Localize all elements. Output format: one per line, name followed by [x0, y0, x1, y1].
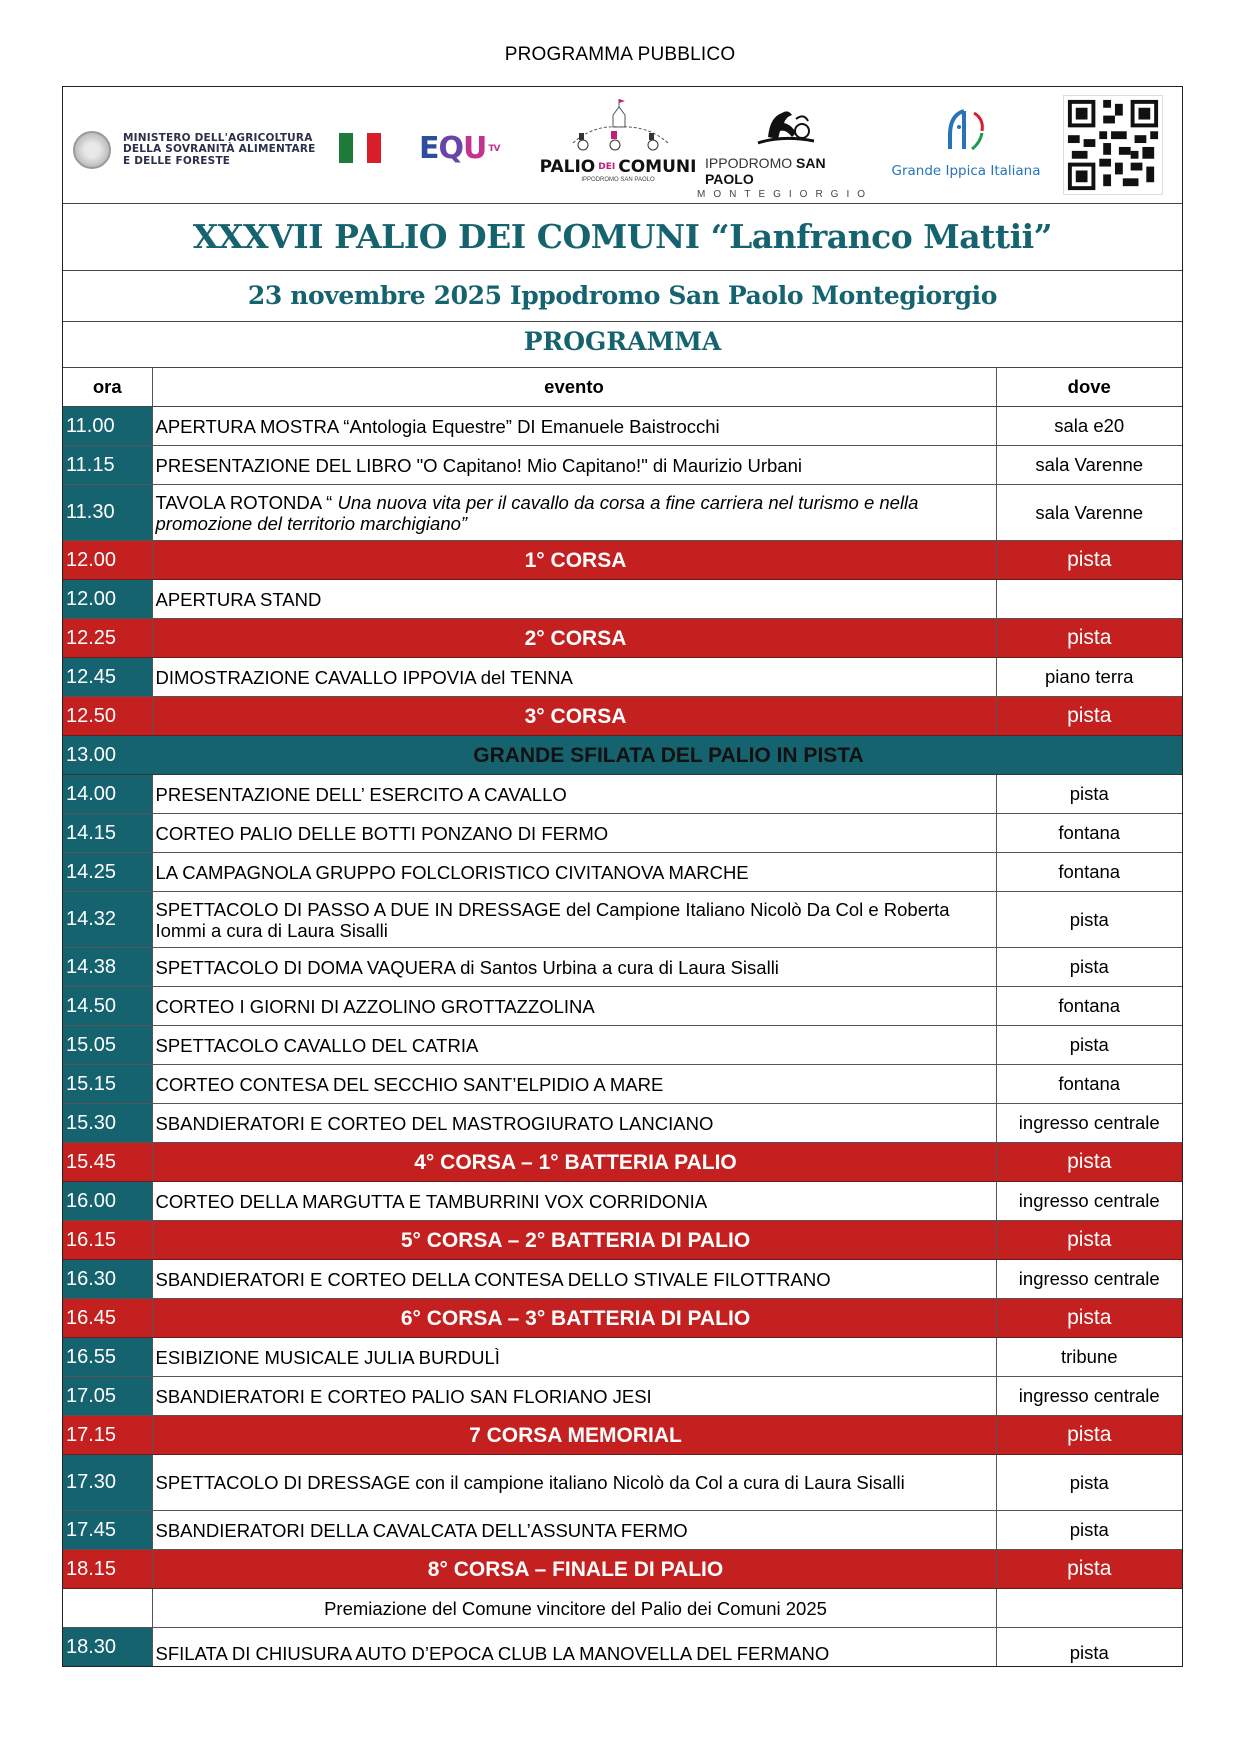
program-sheet [62, 86, 1183, 1667]
event-cell: ESIBIZIONE MUSICALE JULIA BURDULÌ [152, 1338, 996, 1377]
location-cell: pista [996, 1416, 1182, 1455]
time-cell: 12.00 [63, 541, 152, 580]
event-cell: 1° CORSA [152, 541, 996, 580]
race-row [63, 1416, 1182, 1455]
event-cell [152, 485, 996, 541]
time-cell: 16.00 [63, 1182, 152, 1221]
italian-flag-icon [339, 133, 381, 163]
event-cell: Premiazione del Comune vincitore del Palio dei Comuni 2025 [152, 1589, 996, 1628]
location-cell: pista [996, 1550, 1182, 1589]
event-cell: CORTEO DELLA MARGUTTA E TAMBURRINI VOX CORRIDONIA [152, 1182, 996, 1221]
parade-row [63, 736, 1182, 775]
schedule-row [63, 775, 1182, 814]
location-cell: pista [996, 1143, 1182, 1182]
qr-code-icon [1064, 96, 1162, 194]
race-row [63, 1299, 1182, 1338]
time-cell: 18.30 [63, 1628, 152, 1667]
event-cell: SBANDIERATORI E CORTEO PALIO SAN FLORIANO JESI [152, 1377, 996, 1416]
schedule-row [63, 853, 1182, 892]
location-cell: pista [996, 541, 1182, 580]
location-cell: pista [996, 948, 1182, 987]
event-title: XXXVII PALIO DEI COMUNI “Lanfranco Mattii” [63, 204, 1182, 271]
event-cell: LA CAMPAGNOLA GRUPPO FOLCLORISTICO CIVITANOVA MARCHE [152, 853, 996, 892]
ippodromo-name: IPPODROMO SAN PAOLO [705, 155, 826, 187]
time-cell: 16.55 [63, 1338, 152, 1377]
column-header-dove: dove [996, 368, 1182, 407]
schedule-row [63, 1026, 1182, 1065]
location-cell: pista [996, 619, 1182, 658]
schedule-row [63, 1338, 1182, 1377]
location-cell: pista [996, 697, 1182, 736]
time-cell: 14.00 [63, 775, 152, 814]
event-cell: 3° CORSA [152, 697, 996, 736]
location-cell: pista [996, 1511, 1182, 1550]
location-cell: pista [996, 775, 1182, 814]
location-cell [996, 580, 1182, 619]
schedule-row [63, 446, 1182, 485]
event-cell: SPETTACOLO CAVALLO DEL CATRIA [152, 1026, 996, 1065]
schedule-row [63, 1589, 1182, 1628]
location-cell: fontana [996, 814, 1182, 853]
event-cell: SFILATA DI CHIUSURA AUTO D’EPOCA CLUB LA MANOVELLA DEL FERMANO [152, 1628, 996, 1667]
schedule-row [63, 1065, 1182, 1104]
event-cell: SPETTACOLO DI DOMA VAQUERA di Santos Urbina a cura di Laura Sisalli [152, 948, 996, 987]
time-cell: 15.30 [63, 1104, 152, 1143]
time-cell: 12.50 [63, 697, 152, 736]
race-row [63, 619, 1182, 658]
time-cell [63, 1589, 152, 1628]
time-cell: 18.15 [63, 1550, 152, 1589]
time-cell: 17.15 [63, 1416, 152, 1455]
event-cell: SBANDIERATORI E CORTEO DEL MASTROGIURATO LANCIANO [152, 1104, 996, 1143]
race-row [63, 697, 1182, 736]
location-cell: fontana [996, 853, 1182, 892]
location-cell: pista [996, 1026, 1182, 1065]
location-cell: fontana [996, 1065, 1182, 1104]
grande-ippica-italiana-logo: Grande Ippica Italiana [891, 105, 1041, 179]
time-cell: 16.15 [63, 1221, 152, 1260]
location-cell: piano terra [996, 658, 1182, 697]
time-cell: 14.50 [63, 987, 152, 1026]
location-cell: tribune [996, 1338, 1182, 1377]
time-cell: 12.00 [63, 580, 152, 619]
location-cell: ingresso centrale [996, 1260, 1182, 1299]
location-cell: pista [996, 892, 1182, 948]
event-cell: DIMOSTRAZIONE CAVALLO IPPOVIA del TENNA [152, 658, 996, 697]
time-cell: 12.25 [63, 619, 152, 658]
palio-dei-comuni-logo: PALIO DEI COMUNI IPPODROMO SAN PAOLO [543, 95, 693, 183]
event-cell: 6° CORSA – 3° BATTERIA DI PALIO [152, 1299, 996, 1338]
schedule-body [63, 407, 1182, 1667]
ministry-name: MINISTERO DELL'AGRICOLTURA DELLA SOVRANITÀ ALIMENTARE E DELLE FORESTE [123, 131, 316, 167]
location-cell [996, 1589, 1182, 1628]
time-cell: 11.15 [63, 446, 152, 485]
schedule-row [63, 814, 1182, 853]
schedule-table [63, 367, 1182, 1666]
time-cell: 16.45 [63, 1299, 152, 1338]
time-cell: 11.00 [63, 407, 152, 446]
event-cell: 7 CORSA MEMORIAL [152, 1416, 996, 1455]
palio-castle-riders-icon [553, 95, 683, 155]
event-cell: CORTEO I GIORNI DI AZZOLINO GROTTAZZOLINA [152, 987, 996, 1026]
location-cell: sala e20 [996, 407, 1182, 446]
time-cell: 16.30 [63, 1260, 152, 1299]
schedule-row [63, 1260, 1182, 1299]
location-cell: pista [996, 1221, 1182, 1260]
event-cell: SBANDIERATORI E CORTEO DELLA CONTESA DELLO STIVALE FILOTTRANO [152, 1260, 996, 1299]
schedule-row [63, 948, 1182, 987]
time-cell: 13.00 [63, 736, 152, 775]
event-cell: 5° CORSA – 2° BATTERIA DI PALIO [152, 1221, 996, 1260]
race-row [63, 1221, 1182, 1260]
schedule-row [63, 1377, 1182, 1416]
event-cell: SBANDIERATORI DELLA CAVALCATA DELL’ASSUNTA FERMO [152, 1511, 996, 1550]
event-cell: GRANDE SFILATA DEL PALIO IN PISTA [152, 736, 1182, 775]
event-cell: CORTEO PALIO DELLE BOTTI PONZANO DI FERMO [152, 814, 996, 853]
ippodromo-san-paolo-logo: IPPODROMO SAN PAOLO MONTEGIORGIO [705, 103, 865, 200]
schedule-row [63, 1628, 1182, 1667]
event-italic-title: Una nuova vita per il cavallo da corsa a fine carriera nel turismo e nella promozione del territorio marchigiano” [155, 491, 919, 534]
location-cell: ingresso centrale [996, 1104, 1182, 1143]
location-cell: pista [996, 1455, 1182, 1511]
location-cell: fontana [996, 987, 1182, 1026]
location-cell: ingresso centrale [996, 1182, 1182, 1221]
schedule-row [63, 580, 1182, 619]
event-cell: APERTURA MOSTRA “Antologia Equestre” DI Emanuele Baistrocchi [152, 407, 996, 446]
schedule-row [63, 1104, 1182, 1143]
ministry-logo [73, 131, 315, 169]
event-cell: SPETTACOLO DI DRESSAGE con il campione italiano Nicolò da Col a cura di Laura Sisalli [152, 1455, 996, 1511]
event-cell: PRESENTAZIONE DELL’ ESERCITO A CAVALLO [152, 775, 996, 814]
column-header-ora: ora [63, 368, 152, 407]
event-cell: SPETTACOLO DI PASSO A DUE IN DRESSAGE del Campione Italiano Nicolò Da Col e Roberta Iommi a cura di Laura Sisalli [152, 892, 996, 948]
page-heading: PROGRAMMA PUBBLICO [504, 44, 736, 65]
event-prefix: TAVOLA ROTONDA “ [155, 491, 338, 513]
section-title: PROGRAMMA [523, 327, 722, 356]
time-cell: 15.45 [63, 1143, 152, 1182]
race-row [63, 1550, 1182, 1589]
schedule-header-row [63, 368, 1182, 407]
horse-head-icon [942, 105, 990, 155]
time-cell: 14.38 [63, 948, 152, 987]
schedule-row [63, 1455, 1182, 1511]
sponsor-logos-row [63, 87, 1182, 204]
schedule-row [63, 485, 1182, 541]
location-cell: ingresso centrale [996, 1377, 1182, 1416]
time-cell: 11.30 [63, 485, 152, 541]
schedule-row [63, 407, 1182, 446]
race-row [63, 541, 1182, 580]
trotting-horse-icon [752, 103, 818, 149]
schedule-row [63, 658, 1182, 697]
time-cell: 15.15 [63, 1065, 152, 1104]
event-cell: APERTURA STAND [152, 580, 996, 619]
event-cell: PRESENTAZIONE DEL LIBRO "O Capitano! Mio Capitano!" di Maurizio Urbani [152, 446, 996, 485]
location-cell: pista [996, 1628, 1182, 1667]
location-cell: pista [996, 1299, 1182, 1338]
event-cell: CORTEO CONTESA DEL SECCHIO SANT’ELPIDIO A MARE [152, 1065, 996, 1104]
event-cell: 4° CORSA – 1° BATTERIA PALIO [152, 1143, 996, 1182]
schedule-row [63, 892, 1182, 948]
time-cell: 17.30 [63, 1455, 152, 1511]
event-cell: 2° CORSA [152, 619, 996, 658]
schedule-row [63, 987, 1182, 1026]
time-cell: 15.05 [63, 1026, 152, 1065]
location-cell: sala Varenne [996, 446, 1182, 485]
palio-logo-text: PALIO DEI COMUNI [539, 157, 697, 177]
time-cell: 14.32 [63, 892, 152, 948]
equ-tv-logo: E Q U TV [419, 131, 500, 166]
column-header-evento: evento [152, 368, 996, 407]
time-cell: 14.15 [63, 814, 152, 853]
time-cell: 14.25 [63, 853, 152, 892]
event-cell: 8° CORSA – FINALE DI PALIO [152, 1550, 996, 1589]
event-date-venue: 23 novembre 2025 Ippodromo San Paolo Montegiorgio [63, 271, 1182, 322]
italian-republic-emblem-icon [73, 131, 111, 169]
qr-code[interactable] [1063, 95, 1163, 195]
schedule-row [63, 1511, 1182, 1550]
time-cell: 12.45 [63, 658, 152, 697]
time-cell: 17.05 [63, 1377, 152, 1416]
schedule-row [63, 1182, 1182, 1221]
time-cell: 17.45 [63, 1511, 152, 1550]
race-row [63, 1143, 1182, 1182]
location-cell: sala Varenne [996, 485, 1182, 541]
